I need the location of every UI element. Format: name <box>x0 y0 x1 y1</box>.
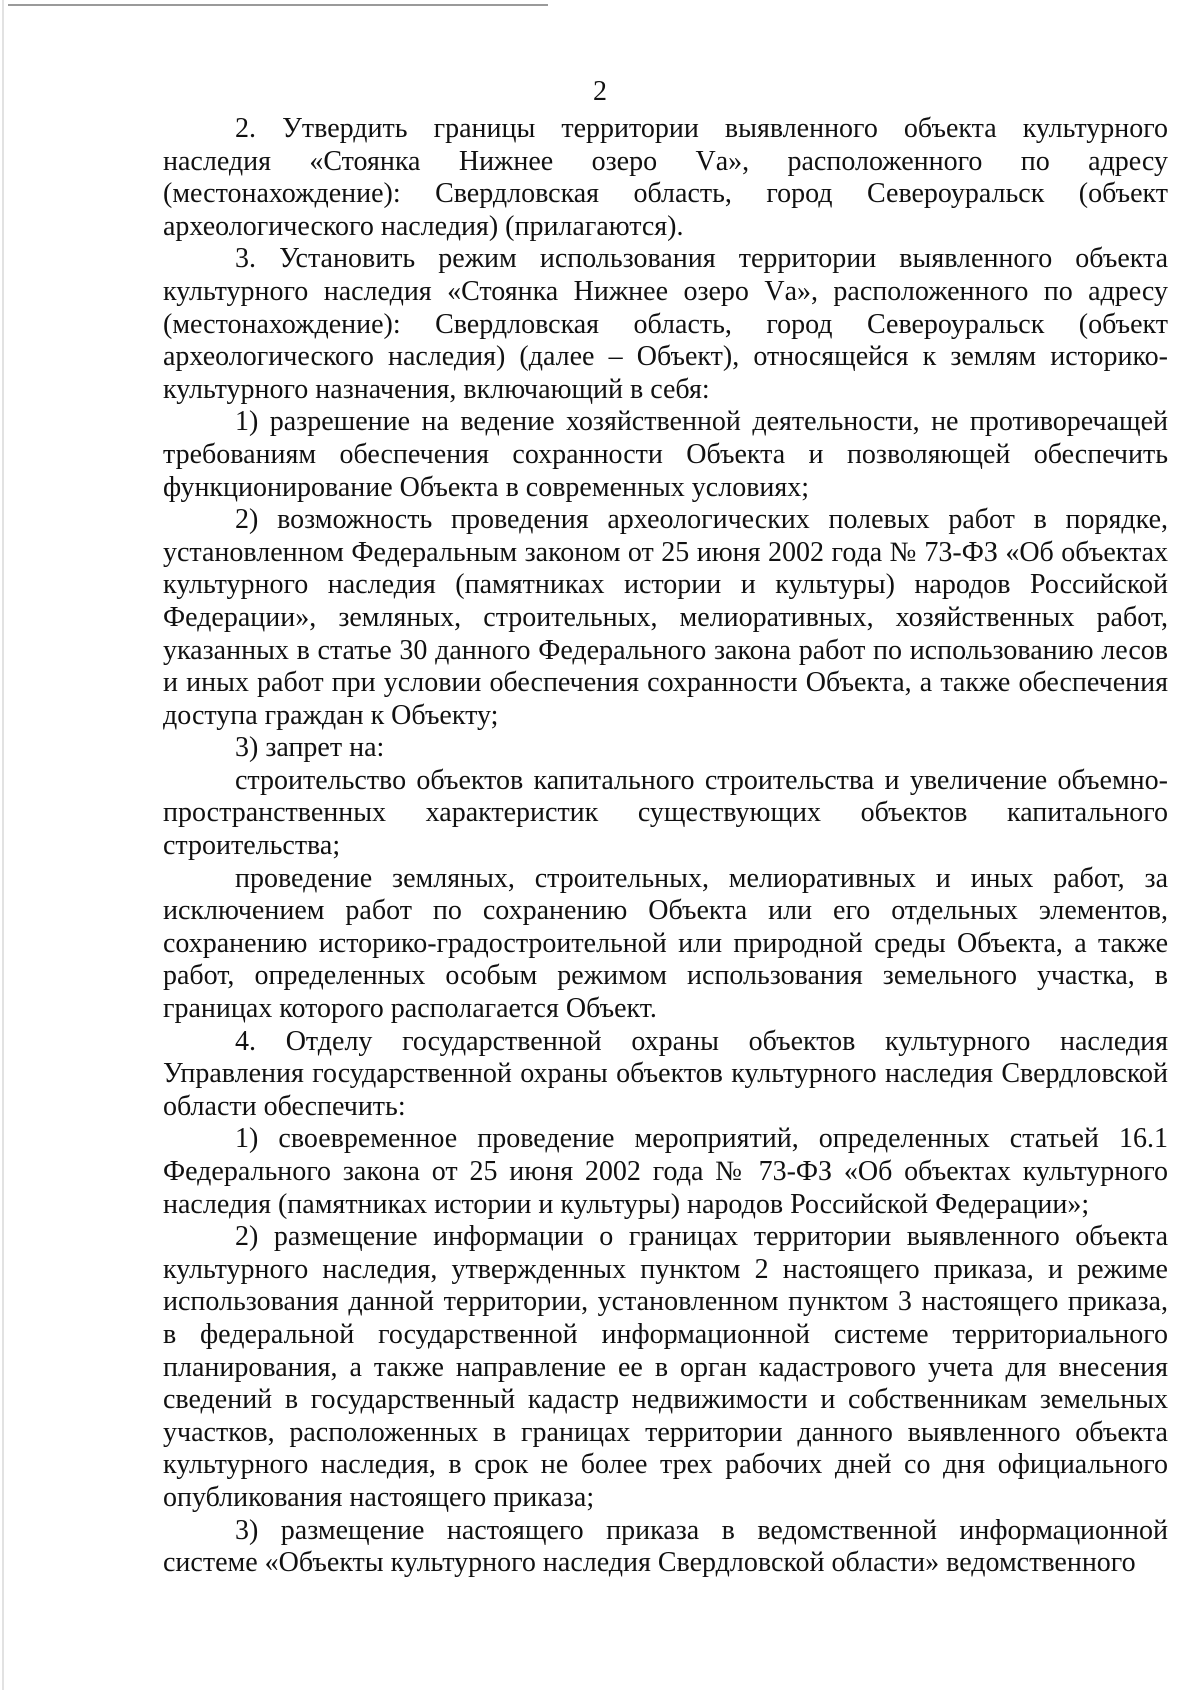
paragraph-subitem-2-possibility: 2) возможность проведения археологических полевых работ в порядке, установленном Федеральным законом от 25 июня 2002 года № 73-ФЗ «Об объектах культурного наследия (памятниках истории и культуры) народов Российской Федерации», земляных, строительных, мелиоративных, хозяйственных работ, указанных в статье 30 данного Федерального закона работ по использованию лесов и иных работ при условии обеспечения сохранности Объекта, а также обеспечения доступа граждан к Объекту; <box>163 504 1168 731</box>
scan-edge-top <box>8 4 548 6</box>
paragraph-item-2-borders: 2. Утвердить границы территории выявленного объекта культурного наследия «Стоянка Нижнее озеро Vа», расположенного по адресу (местонахождение): Свердловская область, город Североуральск (объект археологического наследия) (прилагаются). <box>163 113 1168 242</box>
paragraph-ban-works: проведение земляных, строительных, мелиоративных и иных работ, за исключением работ по сохранению Объекта или его отдельных элементов, сохранению историко-градостроительной или природной среды Объекта, а также работ, определенных особым режимом использования земельного участка, в границах которого располагается Объект. <box>163 862 1168 1025</box>
paragraph-subitem-3-ban: 3) запрет на: <box>235 732 385 764</box>
document-body <box>163 113 1168 1580</box>
paragraph-item-4-department: 4. Отделу государственной охраны объектов культурного наследия Управления государственной охраны объектов культурного наследия Свердловской области обеспечить: <box>163 1025 1168 1122</box>
paragraph-subitem-2-information: 2) размещение информации о границах территории выявленного объекта культурного наследия, утвержденных пунктом 2 настоящего приказа, и режиме использования данной территории, установленном пунктом 3 настоящего приказа, в федеральной государственной информационной системе территориального планирования, а также направление ее в орган кадастрового учета для внесения сведений в государственный кадастр недвижимости и собственникам земельных участков, расположенных в границах территории данного выявленного объекта культурного наследия, в срок не более трех рабочих дней со дня официального опубликования настоящего приказа; <box>163 1221 1168 1513</box>
paragraph-subitem-3-publication: 3) размещение настоящего приказа в ведомственной информационной системе «Объекты культурного наследия Свердловской области» ведомственного <box>163 1514 1168 1579</box>
paragraph-ban-construction: строительство объектов капитального строительства и увеличение объемно-пространственных характеристик существующих объектов капитального строительства; <box>163 764 1168 862</box>
scan-edge-left <box>2 0 4 1690</box>
paragraph-subitem-1-permission: 1) разрешение на ведение хозяйственной деятельности, не противоречащей требованиям обеспечения сохранности Объекта и позволяющей обеспечить функционирование Объекта в современных условиях; <box>163 406 1168 503</box>
page-number: 2 <box>593 76 607 107</box>
paragraph-subitem-1-measures: 1) своевременное проведение мероприятий, определенных статьей 16.1 Федерального закона от 25 июня 2002 года № 73-ФЗ «Об объектах культурного наследия (памятниках истории и культуры) народов Российской Федерации»; <box>163 1123 1168 1220</box>
paragraph-item-3-regime: 3. Установить режим использования территории выявленного объекта культурного наследия «Стоянка Нижнее озеро Vа», расположенного по адресу (местонахождение): Свердловская область, город Североуральск (объект археологического наследия) (далее – Объект), относящейся к землям историко-культурного назначения, включающий в себя: <box>163 243 1168 405</box>
